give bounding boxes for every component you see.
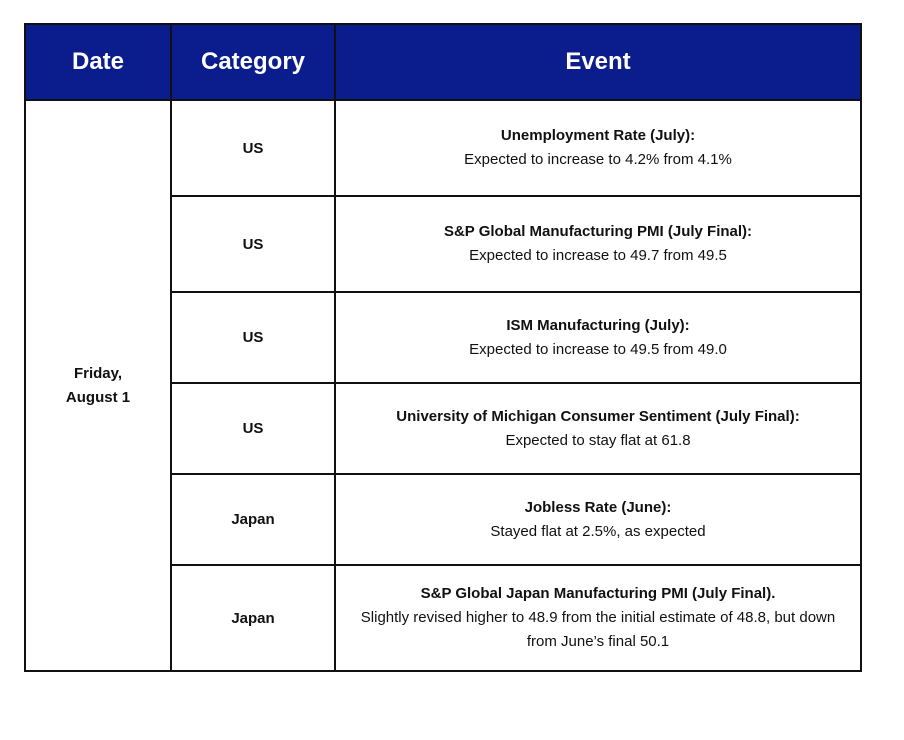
- date-line-2: August 1: [65, 388, 131, 406]
- header-date: Date: [25, 24, 171, 100]
- event-description: Expected to increase to 49.5 from 49.0: [469, 340, 727, 358]
- economic-calendar-table: [24, 23, 862, 672]
- header-event: Event: [335, 24, 861, 100]
- event-cell: [335, 565, 861, 671]
- event-cell: [335, 100, 861, 196]
- header-category: Category: [171, 24, 335, 100]
- event-title: Unemployment Rate (July):: [500, 127, 696, 144]
- event-description: Expected to increase to 4.2% from 4.1%: [464, 151, 732, 168]
- event-description: Expected to stay flat at 61.8: [505, 431, 691, 449]
- event-description: Slightly revised higher to 48.9 from the initial estimate of 48.8, but down from June’s final 50.1: [360, 609, 836, 650]
- header-row: [25, 24, 861, 100]
- event-description: Expected to increase to 49.7 from 49.5: [469, 247, 727, 264]
- table-row: [25, 100, 861, 196]
- category-cell: Japan: [171, 565, 335, 671]
- event-description: Stayed flat at 2.5%, as expected: [490, 522, 706, 540]
- category-cell: US: [171, 100, 335, 196]
- event-cell: [335, 292, 861, 383]
- event-cell: [335, 474, 861, 565]
- category-cell: US: [171, 196, 335, 292]
- event-cell: [335, 383, 861, 474]
- date-cell: [25, 100, 171, 671]
- category-cell: US: [171, 292, 335, 383]
- event-title: ISM Manufacturing (July):: [506, 316, 690, 334]
- date-line-1: Friday,: [73, 364, 123, 382]
- event-title: S&P Global Japan Manufacturing PMI (July Final).: [420, 585, 776, 602]
- event-title: University of Michigan Consumer Sentiment (July Final):: [396, 407, 800, 425]
- event-title: S&P Global Manufacturing PMI (July Final):: [443, 223, 753, 240]
- event-cell: [335, 196, 861, 292]
- category-cell: Japan: [171, 474, 335, 565]
- event-title: Jobless Rate (June):: [524, 498, 672, 516]
- category-cell: US: [171, 383, 335, 474]
- economic-calendar-table-wrap: [24, 23, 860, 672]
